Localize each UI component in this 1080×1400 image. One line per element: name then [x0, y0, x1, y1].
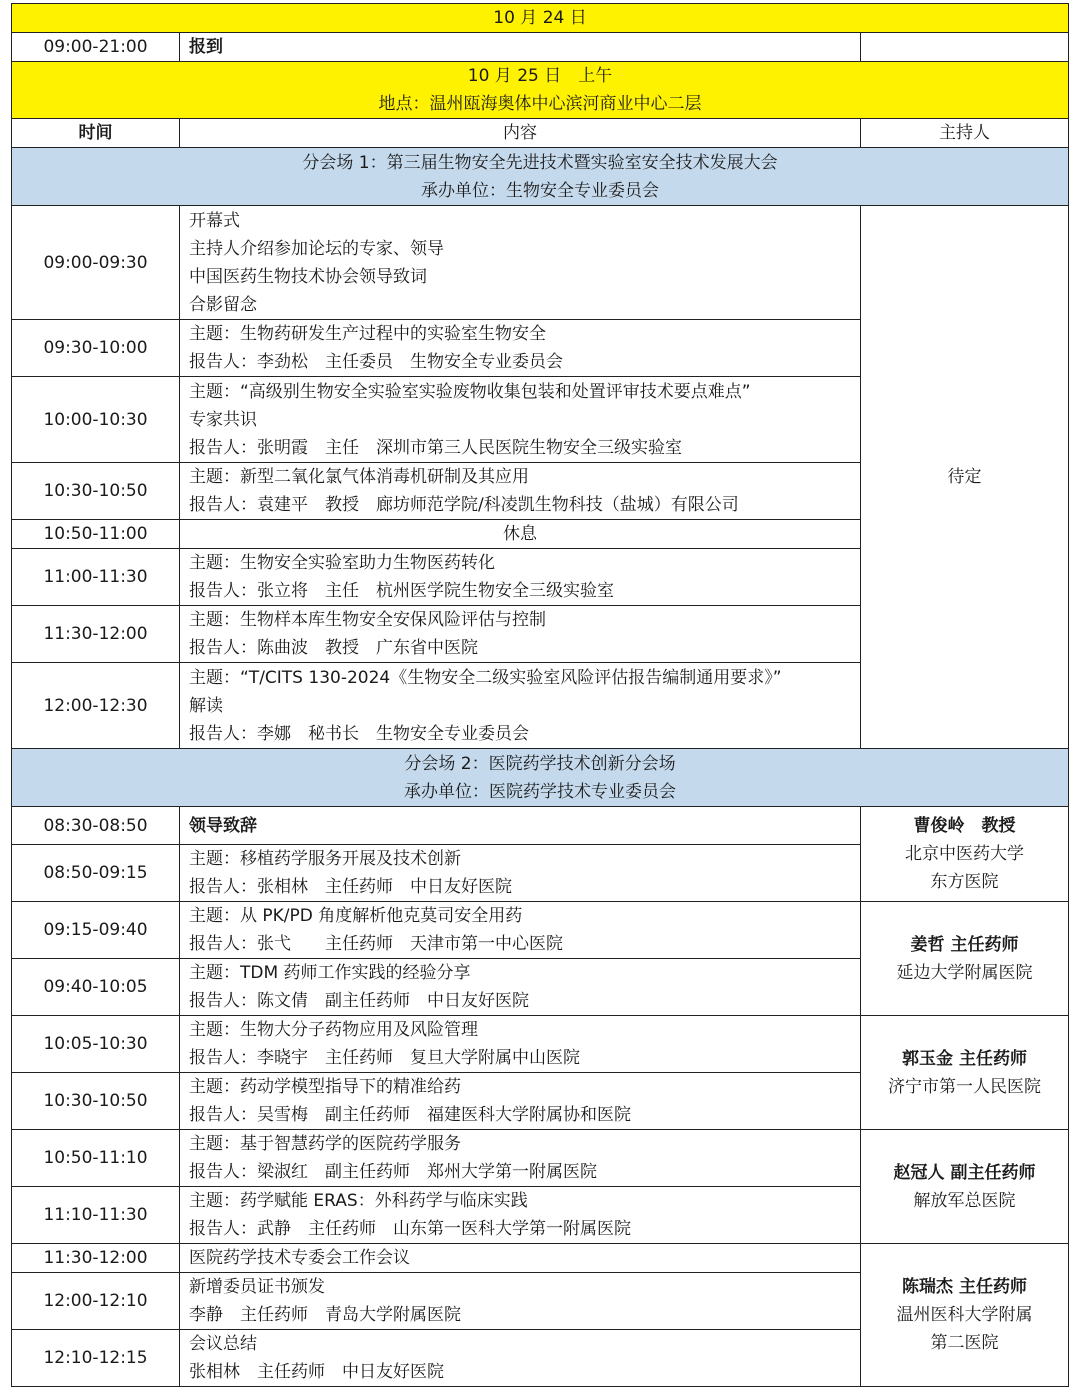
- time-cell: 12:00-12:30: [12, 663, 180, 749]
- content-line: 报告人：梁淑红 副主任药师 郑州大学第一附属医院: [189, 1162, 597, 1182]
- content-line: 主题：新型二氧化氯气体消毒机研制及其应用: [189, 467, 529, 487]
- content-line: 张相林 主任药师 中日友好医院: [189, 1362, 444, 1382]
- session1-title: 分会场 1：第三届生物安全先进技术暨实验室安全技术发展大会: [302, 152, 778, 173]
- content-line: 主题：生物大分子药物应用及风险管理: [189, 1020, 478, 1040]
- time-cell: 09:00-21:00: [12, 33, 180, 62]
- session1-header-row: [12, 148, 1069, 206]
- time-cell: 10:30-10:50: [12, 1073, 180, 1130]
- time-cell: 09:40-10:05: [12, 959, 180, 1016]
- content-cell: [180, 1187, 861, 1244]
- host-name: 曹俊岭 教授: [913, 816, 1016, 836]
- time-cell: 09:00-09:30: [12, 206, 180, 320]
- content-line: 主题：生物药研发生产过程中的实验室生物安全: [189, 324, 546, 344]
- content-line: 新增委员证书颁发: [189, 1277, 325, 1297]
- column-header-row: [12, 119, 1069, 148]
- day2-date: 10 月 25 日 上午: [467, 66, 613, 86]
- content-line: 报告人：李劲松 主任委员 生物安全专业委员会: [189, 352, 563, 372]
- host-cell: [861, 33, 1069, 62]
- time-cell: 10:50-11:10: [12, 1130, 180, 1187]
- content-cell: [180, 1073, 861, 1130]
- host-affiliation: 温州医科大学附属: [896, 1305, 1033, 1325]
- content-line: 主题：TDM 药师工作实践的经验分享: [189, 963, 471, 983]
- content-line: 报告人：张弋 主任药师 天津市第一中心医院: [189, 934, 563, 954]
- content-line: 主题：药学赋能 ERAS：外科药学与临床实践: [189, 1191, 528, 1211]
- content-cell: [180, 320, 861, 377]
- session1-header: [12, 148, 1069, 206]
- host-name: 陈瑞杰 主任药师: [902, 1277, 1027, 1297]
- content-line: 合影留念: [189, 294, 257, 315]
- host-affiliation: 北京中医药大学: [905, 844, 1025, 864]
- day2-header: [12, 62, 1069, 119]
- content-line: 开幕式: [189, 210, 240, 231]
- table-row: [12, 807, 1069, 845]
- content-cell: [180, 663, 861, 749]
- content-cell: [180, 902, 861, 959]
- content-line: 主题：“高级别生物安全实验室实验废物收集包装和处置评审技术要点难点”: [189, 381, 751, 402]
- content-line: 会议总结: [189, 1334, 257, 1354]
- session2-title: 分会场 2：医院药学技术创新分会场: [404, 753, 676, 774]
- host-cell: [861, 807, 1069, 902]
- content-line: 报告人：武静 主任药师 山东第一医科大学第一附属医院: [189, 1219, 631, 1239]
- content-cell: [180, 845, 861, 902]
- content-line: 报告人：张立将 主任 杭州医学院生物安全三级实验室: [189, 581, 614, 601]
- session2-header-row: [12, 749, 1069, 807]
- session1-host-cell: [861, 206, 1069, 749]
- time-cell: 12:10-12:15: [12, 1330, 180, 1387]
- table-row: [12, 1244, 1069, 1273]
- time-cell: 10:00-10:30: [12, 377, 180, 463]
- time-cell: 11:30-12:00: [12, 606, 180, 663]
- time-cell: 08:50-09:15: [12, 845, 180, 902]
- content-line: 主题：基于智慧药学的医院药学服务: [189, 1134, 461, 1154]
- content-line: 医院药学技术专委会工作会议: [189, 1248, 410, 1268]
- session2-header: [12, 749, 1069, 807]
- content-line: 报告人：李晓宇 主任药师 复旦大学附属中山医院: [189, 1048, 580, 1068]
- time-cell: 09:15-09:40: [12, 902, 180, 959]
- table-row: [12, 1016, 1069, 1073]
- day2-venue: 地点：温州瓯海奥体中心滨河商业中心二层: [378, 94, 702, 114]
- host-affiliation: 解放军总医院: [913, 1190, 1016, 1211]
- host-name: 姜哲 主任药师: [910, 934, 1019, 955]
- content-cell: [180, 206, 861, 320]
- content-cell: 报到: [180, 33, 861, 62]
- time-cell: 08:30-08:50: [12, 807, 180, 845]
- host-affiliation: 东方医院: [930, 872, 999, 892]
- host-cell: [861, 902, 1069, 1016]
- time-cell: 10:05-10:30: [12, 1016, 180, 1073]
- host-affiliation: 济宁市第一人民医院: [888, 1076, 1042, 1097]
- host-name: 赵冠人 副主任药师: [893, 1162, 1036, 1183]
- host-affiliation: 第二医院: [930, 1333, 999, 1353]
- content-cell: [180, 463, 861, 520]
- content-cell: [180, 959, 861, 1016]
- content-cell: [180, 1330, 861, 1387]
- host-cell: [861, 1130, 1069, 1244]
- content-cell: [180, 377, 861, 463]
- content-cell: [180, 1016, 861, 1073]
- content-line: 报告人：张相林 主任药师 中日友好医院: [189, 877, 512, 897]
- content-line: 主题：移植药学服务开展及技术创新: [189, 849, 461, 869]
- content-line: 领导致辞: [189, 815, 257, 836]
- time-cell: 11:00-11:30: [12, 549, 180, 606]
- content-line: 专家共识: [189, 409, 257, 430]
- session2-organizer: 承办单位：医院药学技术专业委员会: [404, 781, 677, 802]
- table-row: [12, 1130, 1069, 1187]
- content-line: 主题：生物安全实验室助力生物医药转化: [189, 553, 495, 573]
- day2-header-row: [12, 62, 1069, 119]
- content-line: 报告人：张明霞 主任 深圳市第三人民医院生物安全三级实验室: [189, 437, 682, 458]
- content-cell: [180, 807, 861, 845]
- content-line: 主题：从 PK/PD 角度解析他克莫司安全用药: [189, 906, 523, 926]
- content-cell: [180, 1244, 861, 1273]
- content-cell: [180, 1273, 861, 1330]
- content-line: 报告人：吴雪梅 副主任药师 福建医科大学附属协和医院: [189, 1105, 631, 1125]
- column-header-host: 主持人: [861, 119, 1069, 148]
- time-cell: 10:50-11:00: [12, 520, 180, 549]
- content-cell: [180, 549, 861, 606]
- content-line: 报告人：袁建平 教授 廊坊师范学院/科凌凯生物科技（盐城）有限公司: [189, 495, 739, 515]
- day1-row: [12, 33, 1069, 62]
- host-name: 待定: [947, 467, 982, 487]
- host-affiliation: 延边大学附属医院: [896, 962, 1033, 983]
- table-row: [12, 902, 1069, 959]
- content-line: 主题：“T/CITS 130-2024《生物安全二级实验室风险评估报告编制通用要求》”: [189, 667, 782, 688]
- column-header-content: 内容: [180, 119, 861, 148]
- content-line: 主题：药动学模型指导下的精准给药: [189, 1077, 461, 1097]
- session1-organizer: 承办单位：生物安全专业委员会: [421, 180, 660, 201]
- content-line: 主题：生物样本库生物安全安保风险评估与控制: [189, 610, 546, 630]
- content-line: 解读: [189, 695, 223, 716]
- content-line: 报告人：陈文倩 副主任药师 中日友好医院: [189, 991, 529, 1011]
- content-line: 中国医药生物技术协会领导致词: [189, 266, 427, 287]
- content-cell: [180, 606, 861, 663]
- time-cell: 11:10-11:30: [12, 1187, 180, 1244]
- day1-header-row: [12, 4, 1069, 33]
- break-label: 休息: [180, 520, 861, 549]
- time-cell: 10:30-10:50: [12, 463, 180, 520]
- host-cell: [861, 1016, 1069, 1130]
- time-cell: 09:30-10:00: [12, 320, 180, 377]
- schedule-table: [11, 3, 1069, 1387]
- time-cell: 11:30-12:00: [12, 1244, 180, 1273]
- host-name: 郭玉金 主任药师: [902, 1048, 1027, 1069]
- content-line: 主持人介绍参加论坛的专家、领导: [189, 238, 444, 259]
- column-header-time: 时间: [12, 119, 180, 148]
- time-cell: 12:00-12:10: [12, 1273, 180, 1330]
- content-line: 李静 主任药师 青岛大学附属医院: [189, 1305, 461, 1325]
- day1-date: 10 月 24 日: [12, 4, 1069, 33]
- content-line: 报告人：李娜 秘书长 生物安全专业委员会: [189, 723, 529, 744]
- host-cell: [861, 1244, 1069, 1387]
- content-line: 报告人：陈曲波 教授 广东省中医院: [189, 638, 478, 658]
- content-cell: [180, 1130, 861, 1187]
- table-row: [12, 206, 1069, 320]
